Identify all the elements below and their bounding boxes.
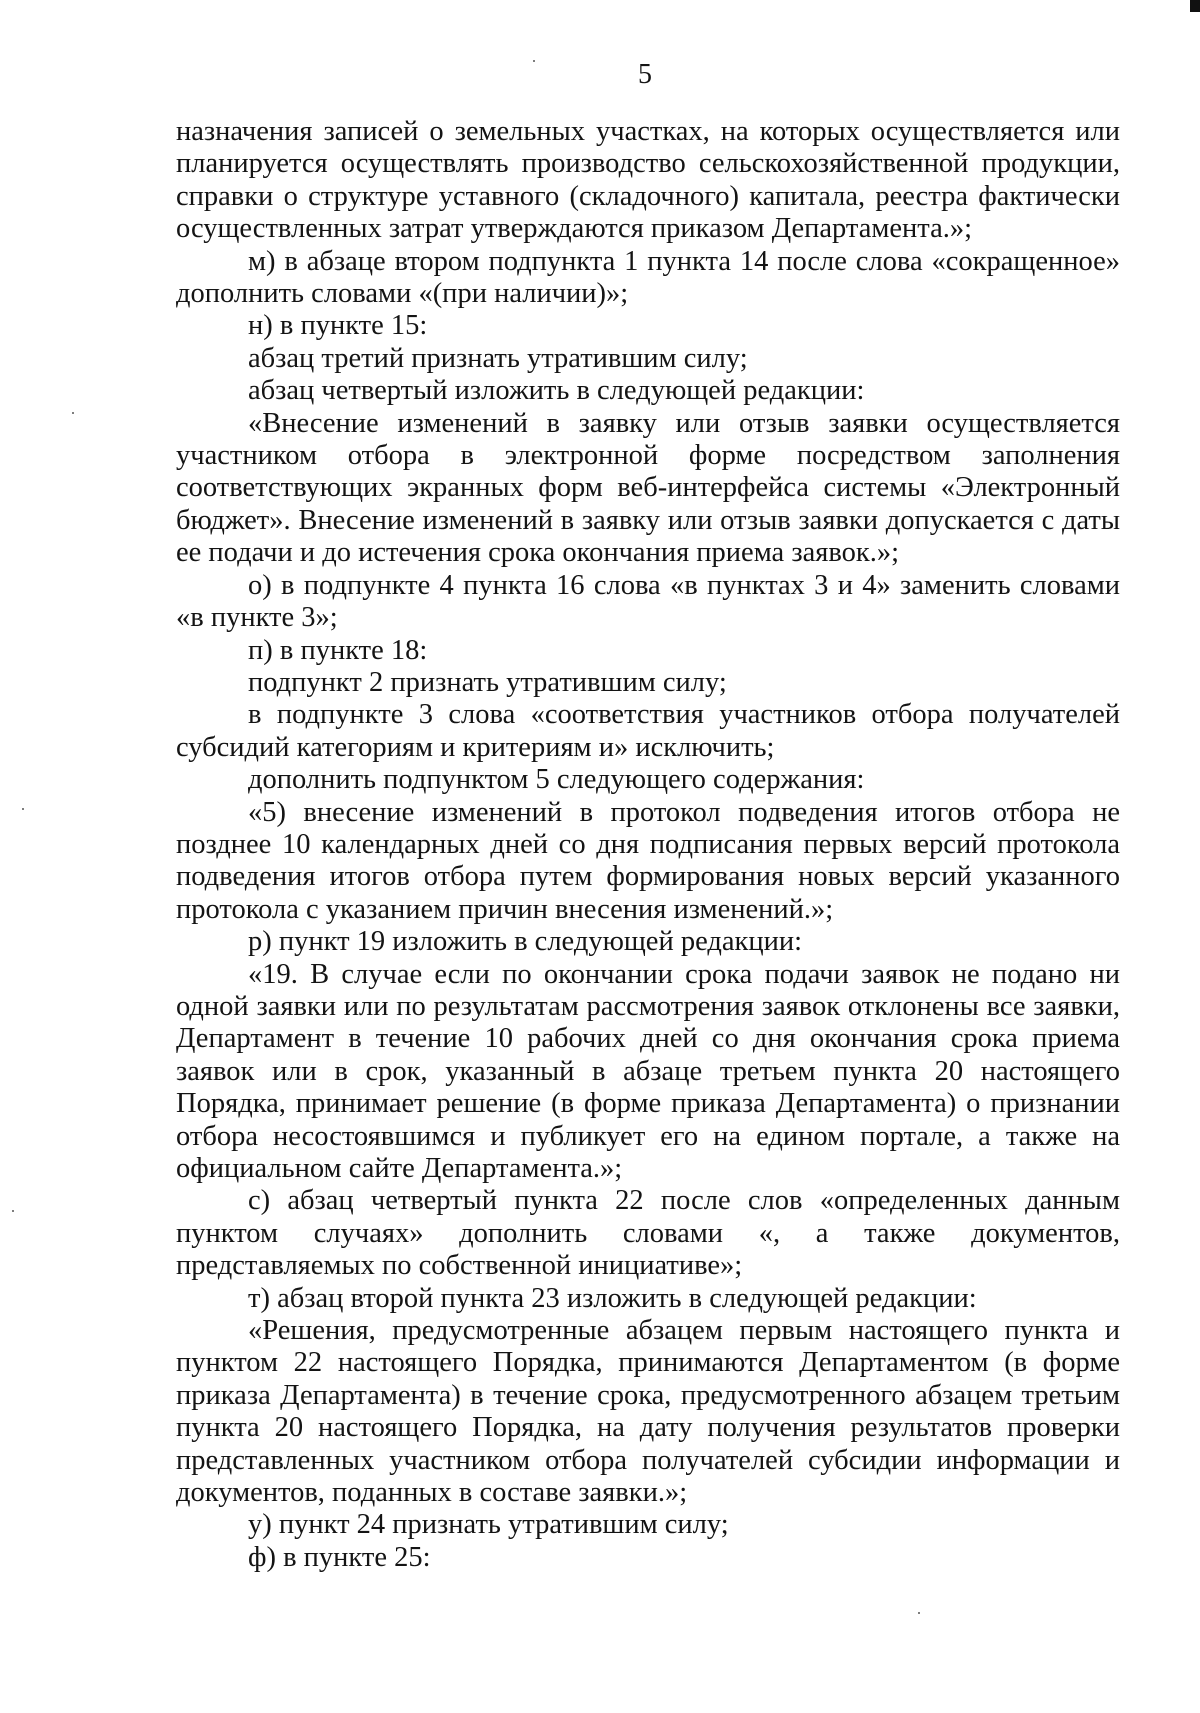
paragraph: р) пункт 19 изложить в следующей редакции:	[248, 926, 803, 958]
paragraph: абзац третий признать утратившим силу;	[248, 342, 748, 374]
paragraph: дополнить подпунктом 5 следующего содержания:	[248, 764, 865, 796]
paragraph: в подпункте 3 слова «соответствия участников отбора получателей субсидий категориям и критериям и» исключить;	[176, 699, 1120, 763]
paragraph: м) в абзаце втором подпункта 1 пункта 14 после слова «сокращенное» дополнить словами «(при наличии)»;	[176, 245, 1120, 310]
paragraph: «19. В случае если по окончании срока подачи заявок не подано ни одной заявки или по результатам рассмотрения заявок отклонены все заявки, Департамент в течение 10 рабочих дней со дня окончания срока приема заявок или в срок, указанный в абзаце третьем пункта 20 настоящего Порядка, принимает решение (в форме приказа Департамента) о признании отбора несостоявшимся и публикует его на едином портале, а также на официальном сайте Департамента.»;	[176, 958, 1120, 1184]
paragraph: «Внесение изменений в заявку или отзыв заявки осуществляется участником отбора в электронной форме посредством заполнения соответствующих экранных форм веб-интерфейса системы «Электронный бюджет». Внесение изменений в заявку или отзыв заявки допускается с даты ее подачи и до истечения срока окончания приема заявок.»;	[176, 407, 1120, 569]
scan-speck	[72, 412, 74, 414]
scan-speck	[918, 1612, 920, 1614]
page-number: 5	[638, 59, 652, 90]
paragraph: абзац четвертый изложить в следующей редакции:	[248, 375, 865, 407]
paragraph: у) пункт 24 признать утратившим силу;	[248, 1509, 729, 1541]
paragraph: «5) внесение изменений в протокол подведения итогов отбора не позднее 10 календарных дней со дня подписания первых версий протокола подведения итогов отбора путем формирования новых версий указанного протокола с указанием причин внесения изменений.»;	[176, 796, 1120, 925]
scan-speck	[12, 1210, 14, 1212]
paragraph: т) абзац второй пункта 23 изложить в следующей редакции:	[248, 1282, 977, 1314]
paragraph: о) в подпункте 4 пункта 16 слова «в пунктах 3 и 4» заменить словами «в пункте 3»;	[176, 569, 1120, 634]
paragraph: н) в пункте 15:	[248, 310, 428, 342]
scan-speck	[22, 808, 24, 810]
document-body	[176, 116, 1120, 1574]
scan-edge-mark	[1190, 0, 1200, 12]
paragraph: «Решения, предусмотренные абзацем первым настоящего пункта и пунктом 22 настоящего Порядка, принимаются Департаментом (в форме приказа Департамента) в течение срока, предусмотренного абзацем третьим пункта 20 настоящего Порядка, на дату получения результатов проверки представленных участником отбора получателей субсидии информации и документов, поданных в составе заявки.»;	[176, 1315, 1120, 1509]
paragraph: п) в пункте 18:	[248, 634, 428, 666]
paragraph: назначения записей о земельных участках, на которых осуществляется или планируется осуществлять производство сельскохозяйственной продукции, справки о структуре уставного (складочного) капитала, реестра фактически осуществленных затрат утверждаются приказом Департамента.»;	[176, 116, 1120, 245]
paragraph: подпункт 2 признать утратившим силу;	[248, 666, 727, 698]
paragraph: ф) в пункте 25:	[248, 1541, 431, 1573]
paragraph: с) абзац четвертый пункта 22 после слов «определенных данным пунктом случаях» дополнить словами «, а также документов, представляемых по собственной инициативе»;	[176, 1185, 1120, 1282]
